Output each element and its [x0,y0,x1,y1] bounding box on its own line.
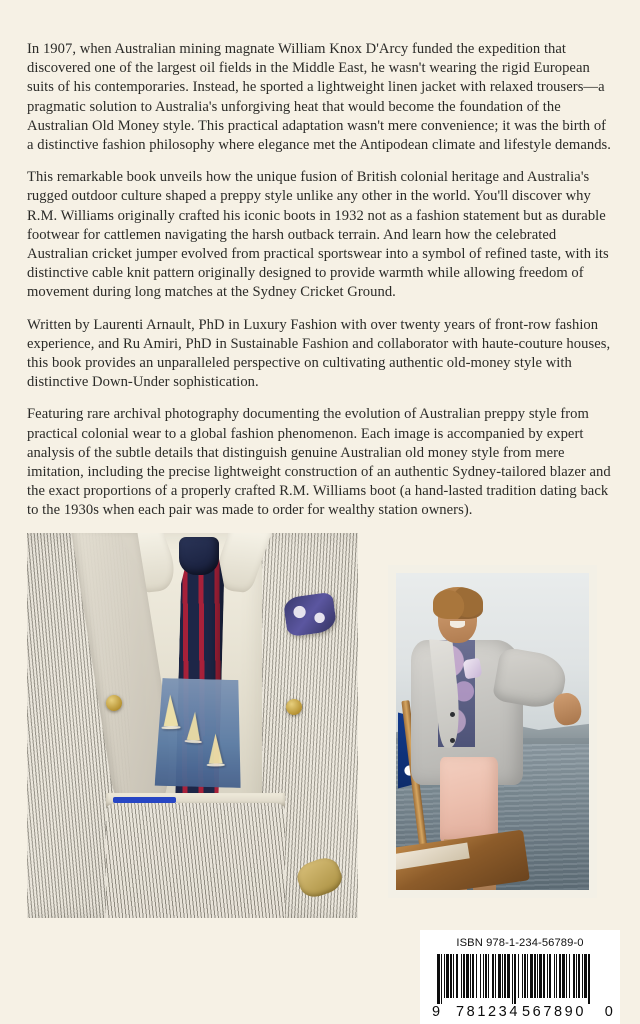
pink-shorts [440,757,498,843]
sailboat-icon [163,695,179,727]
necktie-knot [179,537,219,576]
ean13-digits [430,1004,616,1020]
sailboat-icon [187,712,202,741]
photo-right-frame [388,565,597,898]
model-smile [450,621,465,628]
sailboat-icon [209,734,223,764]
blurb-paragraph-4: Featuring rare archival photography documenting the evolution of Australian preppy style from practical colonial wear to a global fashion phenomenon. Each image is accompanied by expert analysis of the subtle details that distinguish genuine Australian old money style from mere imitation, including the precise lightweight construction of an authentic Sydney-tailored blazer and the exact proportions of a properly crafted R.M. Williams boot (a hand-lasted tradition dating back to the 1930s when each pair was made to order for wealthy station owners). [27,406,611,519]
photo-right-image [396,573,589,890]
photo-seersucker-suit [27,533,358,918]
sailboat-motif-panel [155,678,244,788]
blurb-paragraph-2: This remarkable book unveils how the unique fusion of British colonial heritage and Australia's rugged outdoor culture shaped a preppy style unlike any other in the world. You'll discover why R.M. Williams originally crafted his iconic boots in 1932 not as a fashion statement but as durable footwear for cattlemen navigating the harsh outback terrain. And learn how the celebrated Australian cricket jumper evolved from practical sportswear into a symbol of refined taste, with its distinctive cable knit pattern originally designed to provide warmth while allowing freedom of movement during long matches at the Sydney Cricket Ground. [27,169,609,301]
back-cover-blurb [27,40,615,521]
isbn-barcode-block [420,930,620,1024]
ean13-left-group: 781234 [456,1004,520,1020]
blurb-paragraph-3: Written by Laurenti Arnault, PhD in Luxury Fashion with over twenty years of front-row fashion experience, and Ru Amiri, PhD in Sustainable Fashion and collaborator with haute-couture houses, this book provides an unparalleled perspective on cultivating authentic old-money style with distinctive Down-Under sophistication. [27,316,611,391]
isbn-label: ISBN 978-1-234-56789-0 [456,937,584,949]
ean13-bars [437,954,603,1004]
pocket-square [462,657,482,679]
photo-linen-blazer-boat [388,565,597,898]
model-hair [433,587,483,619]
ean13-right-group: 567890 [522,1004,586,1020]
blazer-button [450,738,455,743]
jacket-button [286,699,302,715]
ean13-trail-digit: 0 [604,1004,613,1020]
seersucker-trousers [106,803,285,919]
ean13-lead-digit: 9 [432,1004,441,1020]
blurb-paragraph-1: In 1907, when Australian mining magnate William Knox D'Arcy funded the expedition that discovered one of the largest oil fields in the Middle East, he wasn't wearing the rigid European suits of his contemporaries. Instead, he sported a lightweight linen jacket with relaxed trousers—a pragmatic solution to Australia's unforgiving heat that would become the foundation of the Australian Old Money style. This practical adaptation wasn't mere convenience; it was the birth of a distinctive fashion philosophy where elegance met the Antipodean climate and lifestyle demands. [27,41,611,154]
